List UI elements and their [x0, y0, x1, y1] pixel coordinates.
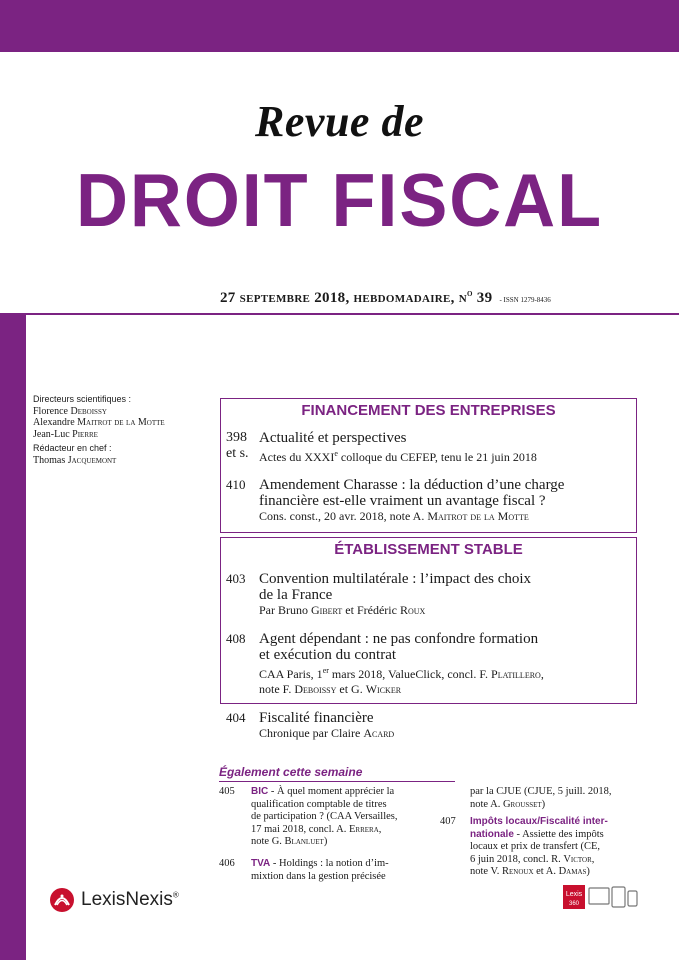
left-color-bar — [0, 313, 26, 960]
issue-number: 39 — [472, 290, 493, 306]
brief-tag: BIC — [251, 786, 269, 797]
brief-number: 405 — [219, 786, 235, 797]
article-number: 410 — [226, 477, 246, 492]
sci-directors-label: Directeurs scientifiques : — [33, 394, 132, 404]
article-subtitle: Chronique par Claire Acard — [259, 726, 395, 740]
article-number: 404 — [226, 710, 246, 725]
article-subtitle: Par Bruno Gibert et Frédéric Roux — [259, 603, 426, 617]
publisher-name: LexisNexis® — [81, 889, 179, 910]
issue-line — [220, 288, 551, 307]
director: Jean-Luc Pierre — [33, 428, 98, 440]
article-number: 403 — [226, 571, 246, 586]
article-number: 408 — [226, 631, 246, 646]
director: Florence Deboissy — [33, 405, 107, 417]
section-title: ÉTABLISSEMENT STABLE — [334, 541, 523, 558]
article-subtitle: Actes du XXXIe colloque du CEFEP, tenu le 21 juin 2018 — [259, 449, 537, 464]
badge-label: Lexis — [565, 891, 583, 898]
also-this-week-title: Également cette semaine — [219, 765, 363, 779]
issue-date: 27 septembre 2018, hebdomadaire, n — [220, 290, 467, 306]
device-badge-icon — [563, 885, 639, 909]
brief-number: 407 — [440, 816, 456, 827]
chief-editor: Thomas Jacquemont — [33, 454, 117, 466]
brief-text: BIC - À quel moment apprécier la qualification comptable de titres de participation ? (CAA Versailles, 17 mai 2018, concl. A. Errera, note G. Blanluet) — [251, 786, 398, 847]
editorial-board — [33, 394, 223, 466]
article-title: Amendement Charasse : la déduction d’une charge financière est-elle vraiment un avantage fiscal ? — [259, 477, 565, 509]
brief-tag: Impôts locaux/Fiscalité inter- — [470, 816, 608, 827]
badge-label-2: 360 — [568, 901, 580, 907]
article-title: Convention multilatérale : l’impact des choix de la France — [259, 571, 532, 603]
article-number: 398 et s. — [226, 430, 249, 461]
article-title: Actualité et perspectives — [259, 430, 407, 446]
top-color-bar — [0, 0, 679, 52]
article-subtitle: Cons. const., 20 avr. 2018, note A. Maitrot de la Motte — [259, 509, 529, 523]
director: Alexandre Maitrot de la Motte — [33, 417, 165, 428]
header-divider — [26, 313, 679, 315]
lexisnexis-logo-icon — [49, 887, 75, 913]
brief-number: 406 — [219, 858, 235, 869]
title-droit-fiscal: DROIT FISCAL — [75, 158, 604, 242]
title-revue-de: Revue de — [255, 97, 424, 146]
issn: - ISSN 1279-8436 — [499, 296, 551, 304]
also-divider — [219, 781, 455, 782]
brief-text: par la CJUE (CJUE, 5 juill. 2018, note A. Grousset) — [470, 786, 612, 810]
brief-text: TVA - Holdings : la notion d’im- mixtion dans la gestion précisée — [251, 858, 389, 882]
article-subtitle: CAA Paris, 1er mars 2018, ValueClick, concl. F. Platillero, note F. Deboissy et G. Wicker — [259, 666, 544, 696]
article-title: Fiscalité financière — [259, 710, 374, 726]
issue-sup: o — [467, 288, 473, 299]
chief-editor-label: Rédacteur en chef : — [33, 443, 112, 453]
brief-text: Impôts locaux/Fiscalité inter- nationale - Assiette des impôts locaux et prix de transfert (CE, 6 juin 2018, concl. R. Victor, note V. Renoux et A. Damas) — [470, 816, 608, 877]
section-title: FINANCEMENT DES ENTREPRISES — [301, 402, 556, 419]
brief-tag: TVA — [251, 858, 271, 869]
lexisnexis-logo — [49, 887, 179, 913]
article-title: Agent dépendant : ne pas confondre formation et exécution du contrat — [259, 631, 539, 663]
